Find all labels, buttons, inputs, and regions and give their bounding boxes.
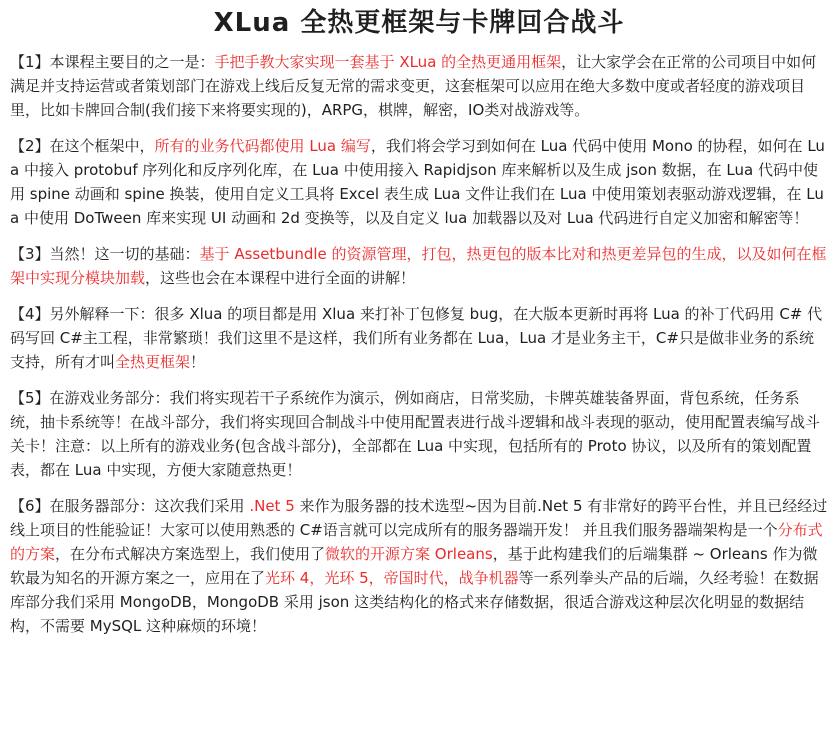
paragraph-1-highlight: 手把手教大家实现一套基于 XLua 的全热更通用框架 xyxy=(214,53,562,71)
paragraph-6-highlight: 分布式的方案 xyxy=(10,521,823,563)
paragraph-6 xyxy=(10,494,828,638)
paragraph-6-highlight: .Net 5 xyxy=(249,497,295,515)
paragraph-5-text: 【5】在游戏业务部分：我们将实现若干子系统作为演示，例如商店，日常奖励，卡牌英雄装备界面，背包系统，任务系统，抽卡系统等！在战斗部分，我们将实现回合制战斗中使用配置表进行战斗逻辑和战斗表现的驱动，使用配置表编写战斗关卡！注意：以上所有的游戏业务(包含战斗部分)，全部都在 Lua 中实现，包括所有的 Proto 协议，以及所有的策划配置表，都在 Lua 中实现，方便大家随意热更！ xyxy=(10,389,821,479)
paragraph-3 xyxy=(10,242,828,290)
paragraph-6-text: 等一系列拳头产品的后端，久经考验！在数据库部分我们采用 MongoDB，MongoDB 采用 json 这类结构化的格式来存储数据，很适合游戏这种层次化明显的数据结构，不需要 MySQL 这种麻烦的环境！ xyxy=(10,569,819,635)
paragraph-6-highlight: 微软的开源方案 Orleans xyxy=(325,545,493,563)
paragraph-6-text: 【6】在服务器部分：这次我们采用 xyxy=(10,497,250,515)
paragraph-1-text: ，让大家学会在正常的公司项目中如何满足并支持运营或者策划部门在游戏上线后反复无常的需求变更，这套框架可以应用在绝大多数中度或者轻度的游戏项目里，比如卡牌回合制(我们接下来将要实现的)，ARPG，棋牌，解密，IO类对战游戏等。 xyxy=(10,53,817,119)
paragraph-1 xyxy=(10,50,828,122)
paragraph-4 xyxy=(10,302,828,374)
paragraph-2-highlight: 所有的业务代码都使用 Lua 编写 xyxy=(154,137,371,155)
paragraph-3-text: ，这些也会在本课程中进行全面的讲解！ xyxy=(145,269,416,287)
paragraph-3-text: 【3】当然！这一切的基础： xyxy=(10,245,200,263)
paragraph-2-text: 【2】在这个框架中， xyxy=(10,137,155,155)
paragraph-6-text: ，在分布式解决方案选型上，我们使用了 xyxy=(55,545,326,563)
paragraph-6-highlight: 光环 4，光环 5，帝国时代，战争机器 xyxy=(265,569,519,587)
paragraph-4-highlight: 全热更框架 xyxy=(115,353,191,371)
paragraph-5 xyxy=(10,386,828,482)
paragraph-4-text: ！ xyxy=(190,353,206,371)
paragraph-6-text: 来作为服务器的技术选型~因为目前.Net 5 有非常好的跨平台性，并且已经经过线上项目的性能验证！大家可以使用熟悉的 C#语言就可以完成所有的服务器端开发！ 并且我们服务器端架构是一个 xyxy=(10,497,828,539)
paragraph-6-text: ，基于此构建我们的后端集群 ~ Orleans 作为微软最为知名的开源方案之一，应用在了 xyxy=(10,545,818,587)
paragraph-2-text: ，我们将会学习到如何在 Lua 代码中使用 Mono 的协程，如何在 Lua 中接入 protobuf 序列化和反序列化库，在 Lua 中使用接入 Rapidjson 库来解析以及生成 json 数据，在 Lua 代码中使用 spine 动画和 spine 换装，使用自定义工具将 Excel 表生成 Lua 文件让我们在 Lua 中使用策划表驱动游戏逻辑，在 Lua 中使用 DoTween 库来实现 UI 动画和 2d 变换等，以及自定义 lua 加载器以及对 Lua 代码进行自定义加密和解密等！ xyxy=(10,137,825,227)
paragraph-1-text: 【1】本课程主要目的之一是： xyxy=(10,53,215,71)
paragraph-4-text: 【4】另外解释一下：很多 Xlua 的项目都是用 Xlua 来打补丁包修复 bug，在大版本更新时再将 Lua 的补丁代码用 C# 代码写回 C#主工程，非常繁琐！我们这里不是这样，我们所有业务都在 Lua，Lua 才是业务主干，C#只是做非业务的系统支持，所有才叫 xyxy=(10,305,823,371)
page-title: XLua 全热更框架与卡牌回合战斗 xyxy=(213,8,625,38)
paragraph-2 xyxy=(10,134,828,230)
paragraph-3-highlight: 基于 Assetbundle 的资源管理，打包，热更包的版本比对和热更差异包的生成，以及如何在框架中实现分模块加载 xyxy=(10,245,827,287)
